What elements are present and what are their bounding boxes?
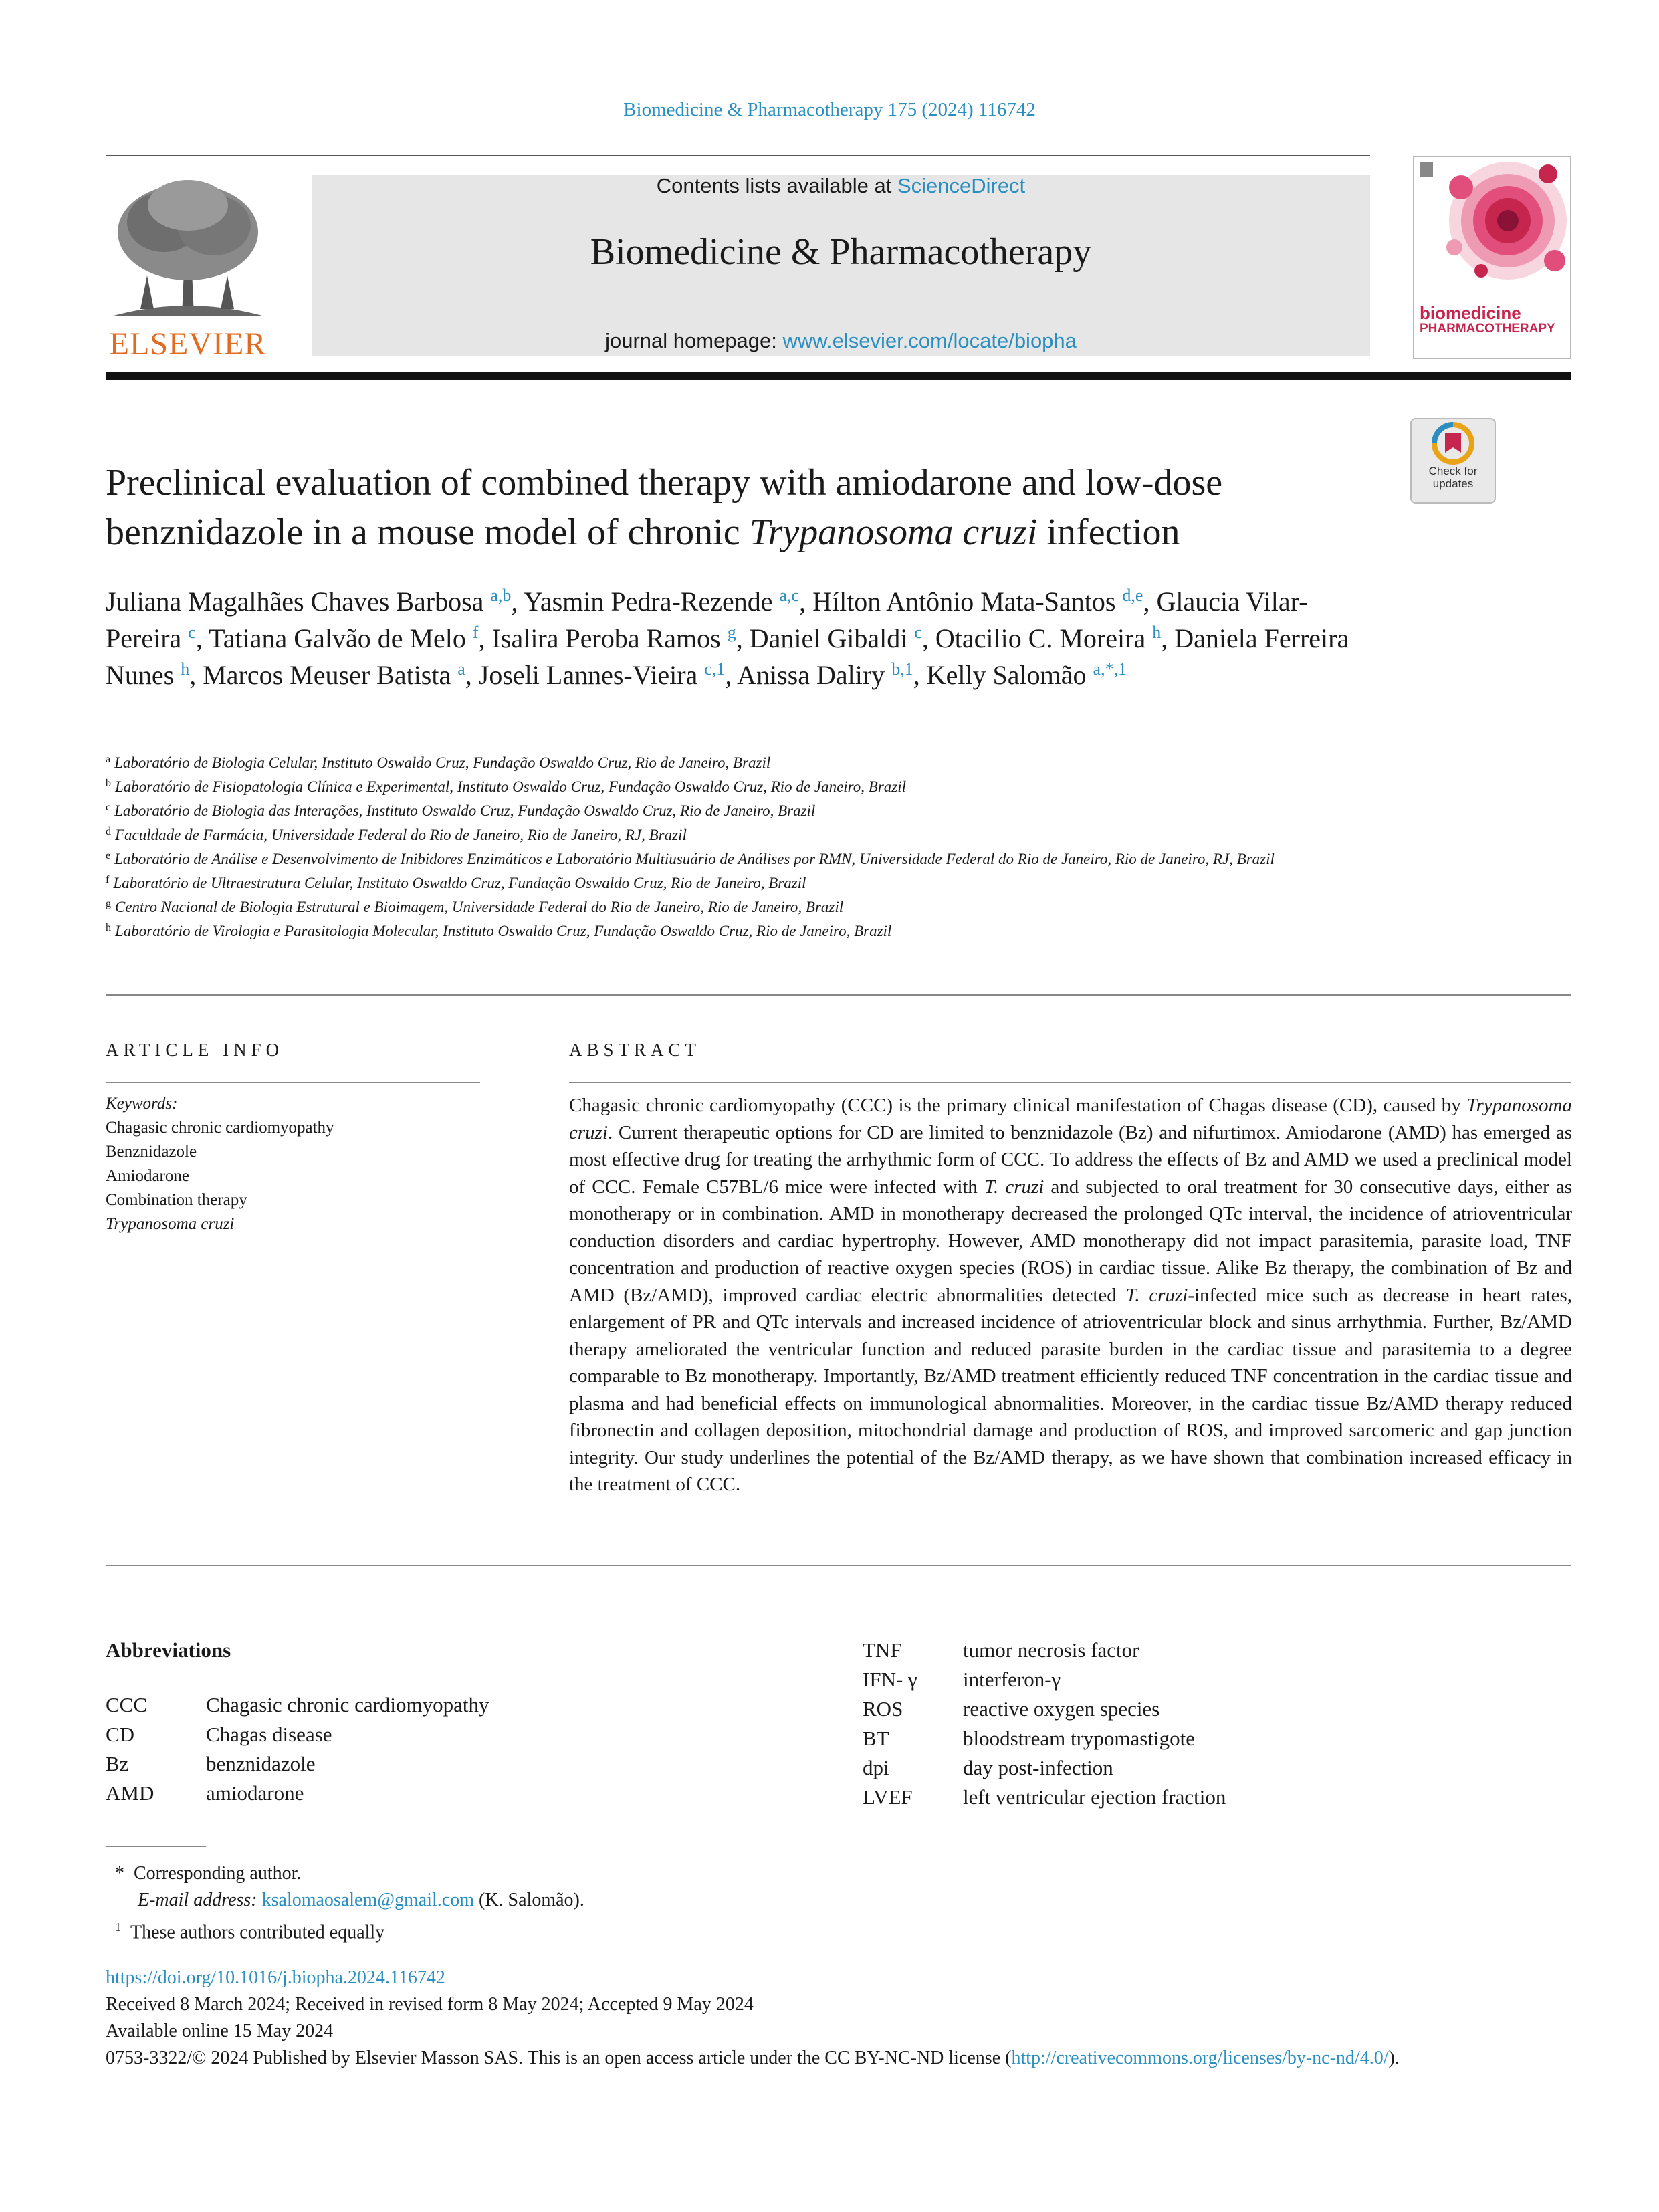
affiliations-rule bbox=[106, 994, 1571, 996]
author[interactable]: Joseli Lannes-Vieira $^{c,1}$ bbox=[478, 659, 726, 690]
available-online: Available online 15 May 2024 bbox=[106, 2021, 334, 2041]
homepage-link[interactable]: www.elsevier.com/locate/biopha bbox=[782, 329, 1077, 352]
abstract-rule bbox=[569, 1082, 1571, 1083]
abbr-term: dpi bbox=[863, 1756, 889, 1779]
license: 0753-3322/© 2024 Published by Elsevier Masson SAS. This is an open access article under the CC BY-NC-ND license (http://creativecommons.org/licenses/by-nc-nd/4.0/). bbox=[106, 2048, 1400, 2068]
journal-title: Biomedicine & Pharmacotherapy bbox=[590, 231, 1092, 273]
email-link[interactable]: ksalomaosalem@gmail.com bbox=[261, 1890, 474, 1910]
affiliation: $^d$ Faculdade de Farmácia, Universidade Federal do Rio de Janeiro, Rio de Janeiro, RJ, Brazil bbox=[106, 826, 687, 843]
abbr-term: CD bbox=[106, 1723, 135, 1746]
abbr-definition: Chagas disease bbox=[206, 1723, 332, 1746]
abbr-definition: benznidazole bbox=[206, 1752, 316, 1775]
abbr-definition: reactive oxygen species bbox=[963, 1697, 1160, 1721]
abbr-term: Bz bbox=[106, 1752, 129, 1775]
check-updates-icon bbox=[1412, 419, 1495, 466]
affiliation: $^a$ Laboratório de Biologia Celular, Instituto Oswaldo Cruz, Fundação Oswaldo Cruz, Rio de Janeiro, Brazil bbox=[106, 754, 771, 771]
dates: Received 8 March 2024; Received in revised form 8 May 2024; Accepted 9 May 2024 bbox=[106, 1994, 754, 2015]
abstract-text: Chagasic chronic cardiomyopathy (CCC) is the primary clinical manifestation of Chagas disease (CD), caused by Trypanosoma cruzi. Current therapeutic options for CD are limited to benznidazole (Bz) and nifurtimox. Amiodarone (AMD) has emerged as most effective drug for treating the arrhythmic form of CCC. To address the effects of Bz and AMD we used a preclinical model of CCC. Female C57BL/6 mice were infected with T. cruzi and subjected to oral treatment for 30 consecutive days, either as monotherapy or in combination. AMD in monotherapy decreased the prolonged QTc interval, the incidence of atrioventricular conduction disorders and cardiac hypertrophy. However, AMD monotherapy did not impact parasitemia, parasite load, TNF concentration and production of reactive oxygen species (ROS) in cardiac tissue. Alike Bz therapy, the combination of Bz and AMD (Bz/AMD), improved cardiac electric abnormalities detected T. cruzi-infected mice such as decrease in heart rates, enlargement of PR and QTc intervals and increased incidence of atrioventricular block and sinus arrhythmia. Further, Bz/AMD therapy ameliorated the ventricular function and reduced parasite burden in the cardiac tissue and parasitemia to a degree comparable to Bz monotherapy. Importantly, Bz/AMD treatment efficiently reduced TNF concentration in the cardiac tissue and plasma and had beneficial effects on immunological abnormalities. Moreover, in the cardiac tissue Bz/AMD therapy reduced fibronectin and collagen deposition, mitochondrial damage and production of ROS, and improved sarcomeric and gap junction integrity. Our study underlines the potential of the Bz/AMD therapy, as we have shown that combination increased efficacy in the treatment of CCC. bbox=[569, 1095, 1572, 1495]
affiliation: $^f$ Laboratório de Ultraestrutura Celular, Instituto Oswaldo Cruz, Fundação Oswaldo Cruz, Rio de Janeiro, Brazil bbox=[106, 874, 806, 891]
license-link[interactable]: http://creativecommons.org/licenses/by-nc-nd/4.0/ bbox=[1011, 2048, 1389, 2068]
abbr-term: AMD bbox=[106, 1781, 154, 1805]
keyword: Trypanosoma cruzi bbox=[106, 1215, 235, 1233]
author[interactable]: Tatiana Galvão de Melo $^f$ bbox=[209, 623, 479, 653]
cover-graphic bbox=[1414, 157, 1570, 298]
elsevier-tree-logo bbox=[100, 175, 275, 322]
footnote-equal: $^1$ These authors contributed equally bbox=[115, 1920, 385, 1943]
author[interactable]: Isalira Peroba Ramos $^g$ bbox=[491, 623, 736, 653]
keyword: Combination therapy bbox=[106, 1191, 247, 1209]
contents-line: Contents lists available at ScienceDirect bbox=[656, 174, 1026, 197]
affiliations bbox=[106, 751, 1369, 944]
cover-title-1: biomedicine bbox=[1420, 303, 1521, 323]
footnote-email: E-mail address: ksalomaosalem@gmail.com (K. Salomão). bbox=[138, 1890, 584, 1910]
abbr-term: ROS bbox=[863, 1697, 903, 1721]
abbr-term: IFN- γ bbox=[863, 1668, 917, 1691]
affiliation: $^e$ Laboratório de Análise e Desenvolvimento de Inibidores Enzimáticos e Laboratório Multiusuário de Análises por RMN, Universidade Federal do Rio de Janeiro, Rio de Janeiro, RJ, Brazil bbox=[106, 850, 1275, 867]
article-info-heading: ARTICLE INFO bbox=[106, 1040, 284, 1060]
article-title: Preclinical evaluation of combined therapy with amiodarone and low-dose benznidazole in a mouse model of chronic Trypanosoma cruzi infection bbox=[106, 462, 1223, 553]
abbr-definition: bloodstream trypomastigote bbox=[963, 1727, 1195, 1750]
author[interactable]: Juliana Magalhães Chaves Barbosa $^{a,b}$ bbox=[106, 586, 512, 617]
footnotes bbox=[106, 1860, 908, 1946]
abstract-heading: ABSTRACT bbox=[569, 1040, 701, 1060]
author[interactable]: Daniela Ferreira Nunes $^h$ bbox=[106, 623, 1349, 690]
article-info-rule bbox=[106, 1082, 480, 1083]
author[interactable]: Otacilio C. Moreira $^h$ bbox=[935, 623, 1162, 653]
author[interactable]: Kelly Salomão $^{a,*,1}$ bbox=[926, 659, 1127, 690]
author[interactable]: Marcos Meuser Batista $^a$ bbox=[203, 659, 465, 690]
abbr-term: BT bbox=[863, 1727, 889, 1750]
keywords-label: Keywords: bbox=[106, 1095, 178, 1113]
author[interactable]: Hílton Antônio Mata-Santos $^{d,e}$ bbox=[812, 586, 1143, 617]
author[interactable]: Daniel Gibaldi $^c$ bbox=[749, 623, 922, 653]
abbr-term: TNF bbox=[863, 1638, 902, 1662]
abbr-definition: tumor necrosis factor bbox=[963, 1638, 1139, 1662]
elsevier-wordmark: ELSEVIER bbox=[109, 326, 267, 362]
journal-citation[interactable]: Biomedicine & Pharmacotherapy 175 (2024) 116742 bbox=[623, 99, 1036, 120]
affiliation: $^h$ Laboratório de Virologia e Parasitologia Molecular, Instituto Oswaldo Cruz, Fundação Oswaldo Cruz, Rio de Janeiro, Brazil bbox=[106, 922, 892, 939]
author[interactable]: Anissa Daliry $^{b,1}$ bbox=[737, 659, 913, 690]
abbr-definition: day post-infection bbox=[963, 1756, 1113, 1779]
header-thick-rule bbox=[106, 372, 1571, 380]
keywords-block bbox=[106, 1092, 480, 1236]
keyword: Amiodarone bbox=[106, 1167, 189, 1185]
doi-link[interactable]: https://doi.org/10.1016/j.biopha.2024.116742 bbox=[106, 1967, 445, 1988]
keyword: Benznidazole bbox=[106, 1143, 197, 1161]
footnote-rule bbox=[106, 1846, 206, 1847]
homepage-line: journal homepage: www.elsevier.com/locate/biopha bbox=[605, 329, 1077, 352]
affiliation: $^g$ Centro Nacional de Biologia Estrutural e Bioimagem, Universidade Federal do Rio de Janeiro, Rio de Janeiro, Brazil bbox=[106, 898, 844, 915]
affiliation: $^c$ Laboratório de Biologia das Interações, Instituto Oswaldo Cruz, Fundação Oswaldo Cruz, Rio de Janeiro, Brazil bbox=[106, 802, 816, 819]
abbr-definition: Chagasic chronic cardiomyopathy bbox=[206, 1693, 489, 1717]
publication-info bbox=[106, 1965, 1570, 2072]
affiliation: $^b$ Laboratório de Fisiopatologia Clínica e Experimental, Instituto Oswaldo Cruz, Fundação Oswaldo Cruz, Rio de Janeiro, Brazil bbox=[106, 778, 906, 795]
abbr-term: CCC bbox=[106, 1693, 148, 1717]
keyword: Chagasic chronic cardiomyopathy bbox=[106, 1119, 334, 1137]
abbr-term: LVEF bbox=[863, 1785, 913, 1809]
abbr-definition: interferon-γ bbox=[963, 1668, 1061, 1691]
author[interactable]: Yasmin Pedra-Rezende $^{a,c}$ bbox=[523, 586, 800, 617]
abbreviations-title: Abbreviations bbox=[106, 1638, 231, 1662]
header-rule bbox=[106, 155, 1370, 156]
cover-title-2: PHARMACOTHERAPY bbox=[1420, 322, 1555, 336]
check-updates-text: Check for updates bbox=[1428, 465, 1478, 490]
abbr-definition: left ventricular ejection fraction bbox=[963, 1785, 1226, 1809]
check-for-updates-badge[interactable] bbox=[1410, 418, 1496, 504]
author-list: Juliana Magalhães Chaves Barbosa $^{a,b}$, Yasmin Pedra-Rezende $^{a,c}$, Hílton Antônio Mata-Santos $^{d,e}$, Glaucia Vilar-Pereira $^c$, Tatiana Galvão de Melo $^f$, Isalira Peroba Ramos $^g$, Daniel Gibaldi $^c$, Otacilio C. Moreira $^h$, Daniela Ferreira Nunes $^h$, Marcos Meuser Batista $^a$, Joseli Lannes-Vieira $^{c,1}$, Anissa Daliry $^{b,1}$, Kelly Salomão $^{a,*,1}$ bbox=[106, 586, 1349, 690]
abstract-bottom-rule bbox=[106, 1565, 1571, 1566]
abbr-definition: amiodarone bbox=[206, 1781, 304, 1805]
sciencedirect-link[interactable]: ScienceDirect bbox=[897, 174, 1026, 197]
footnote-corresponding: * Corresponding author. bbox=[106, 1863, 302, 1884]
journal-cover[interactable] bbox=[1413, 156, 1571, 359]
author[interactable]: Glaucia Vilar-Pereira $^c$ bbox=[106, 586, 1308, 653]
